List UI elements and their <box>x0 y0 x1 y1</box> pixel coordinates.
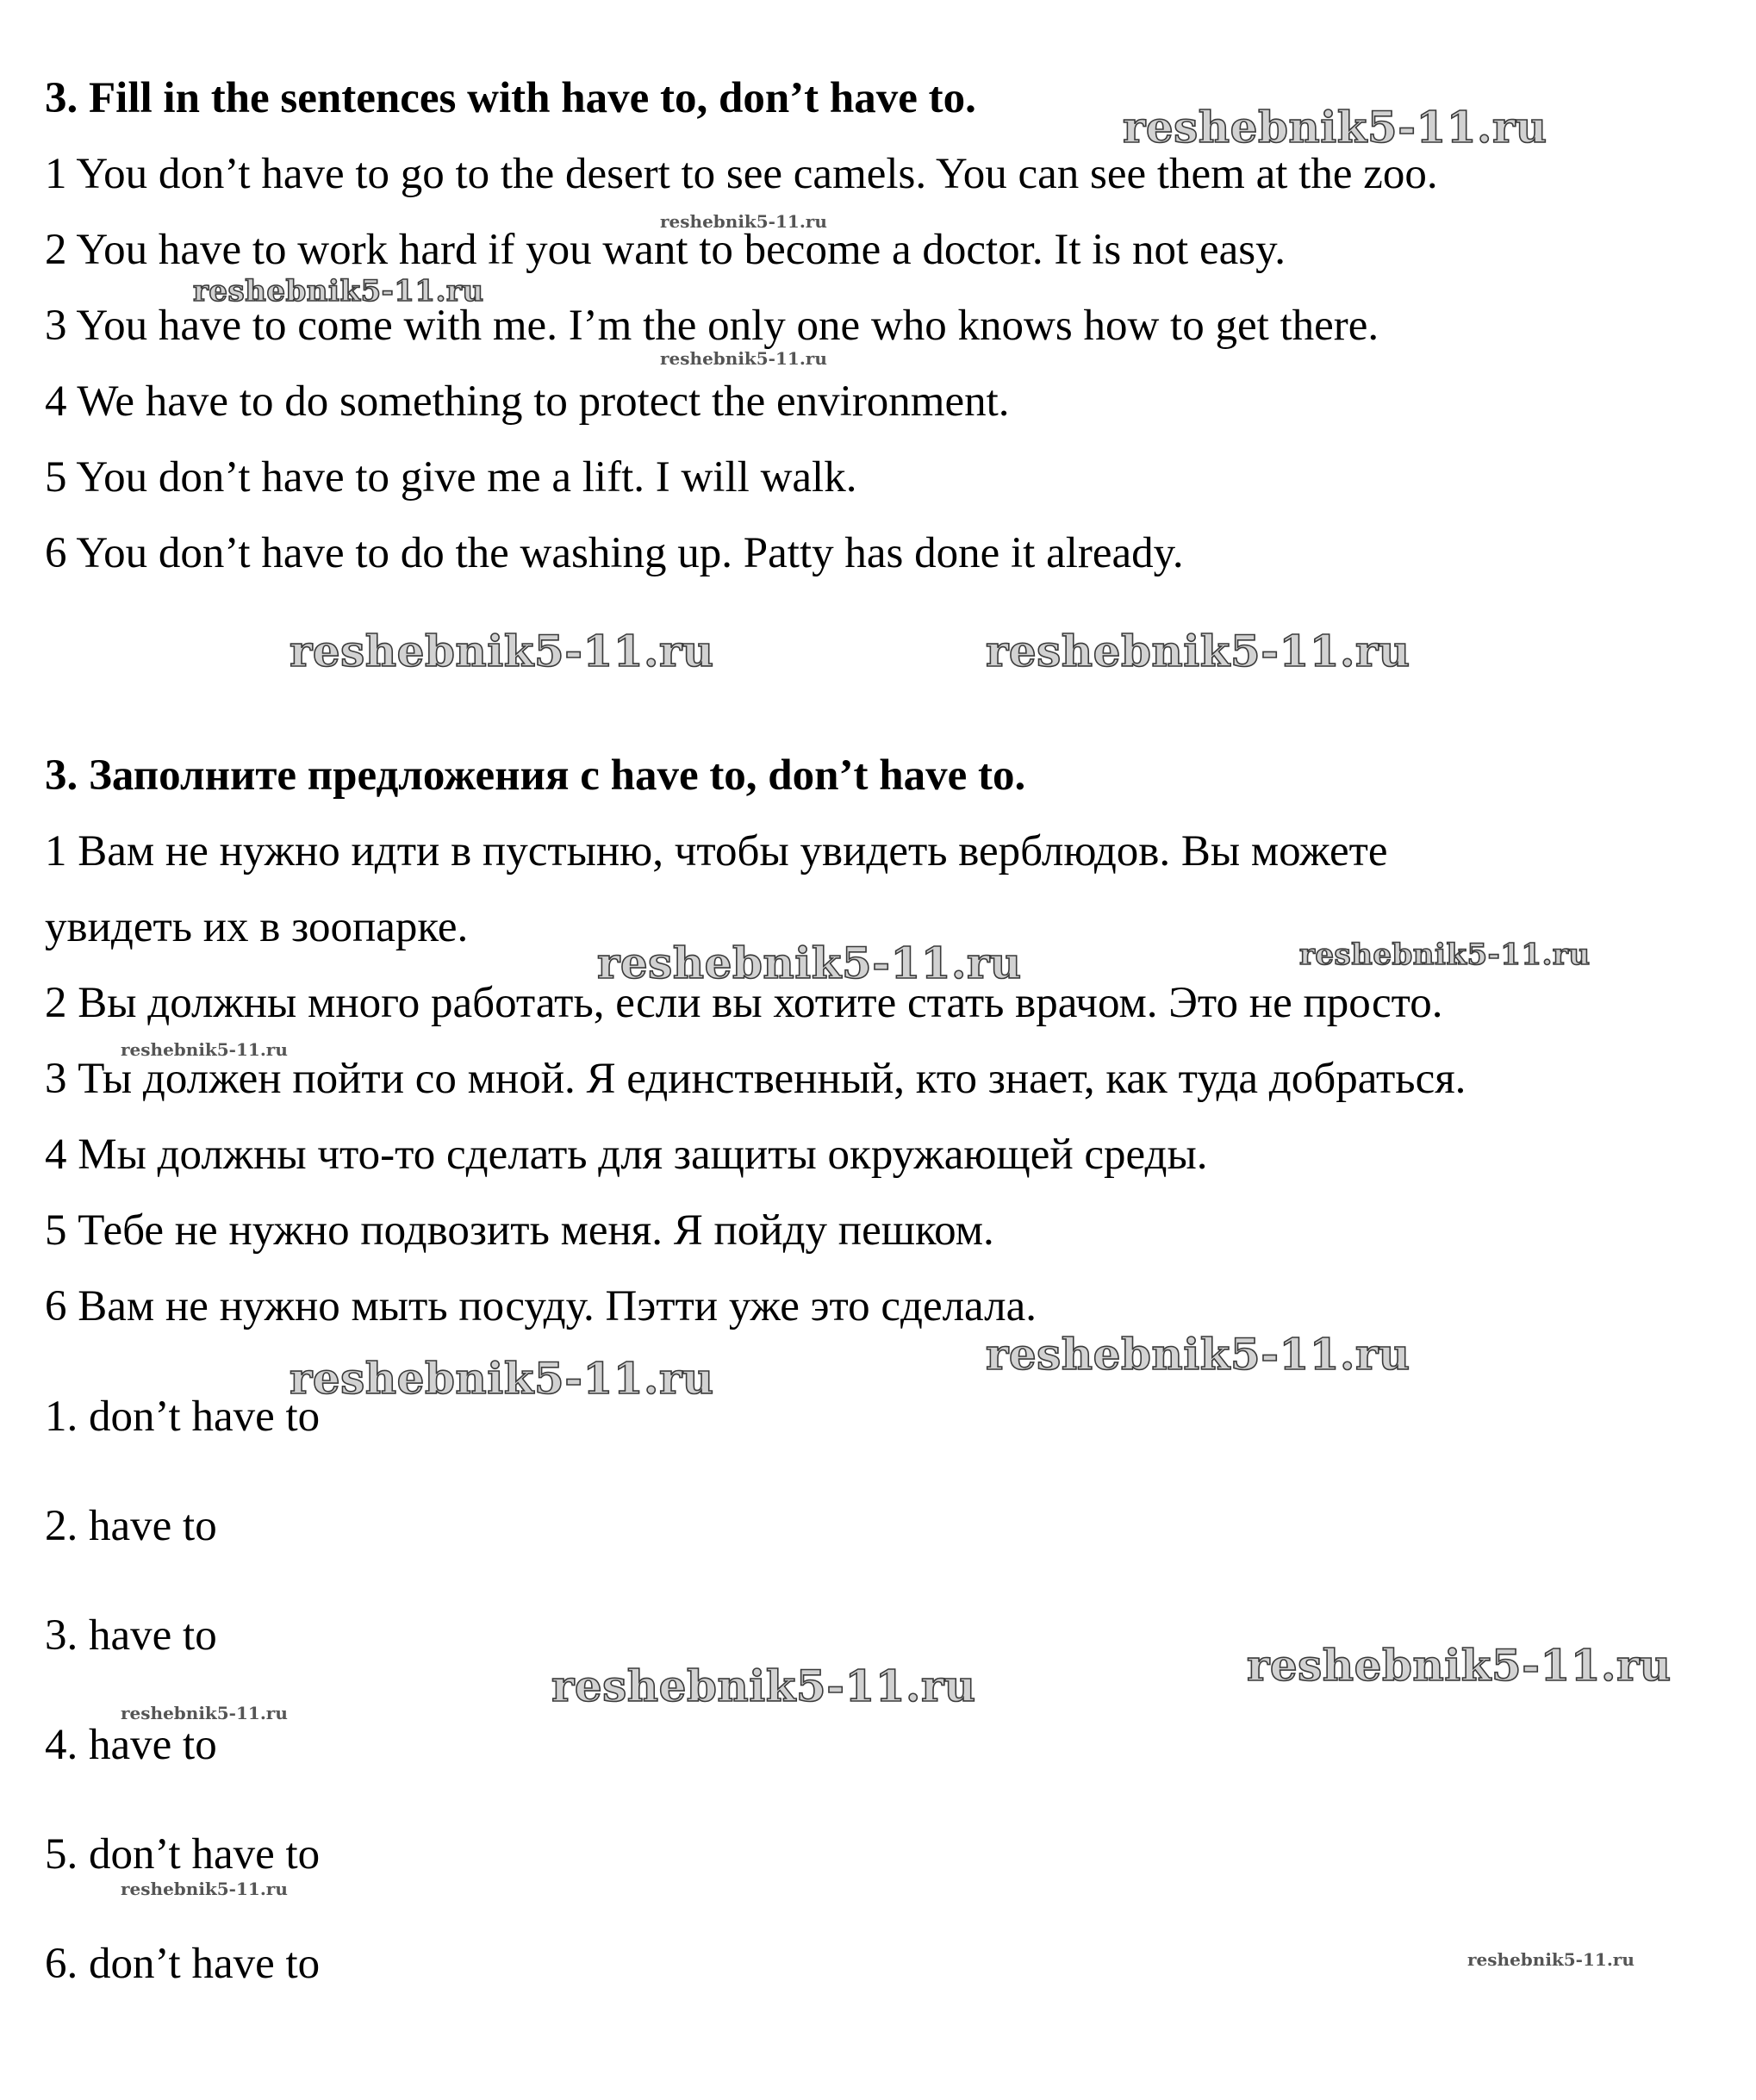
watermark: reshebnik5-11.ru <box>597 938 1022 988</box>
answer-4: 4. have to <box>45 1721 217 1769</box>
watermark: reshebnik5-11.ru <box>121 1879 288 1899</box>
russian-sentence-4: 4 Мы должны что-то сделать для защиты окружающей среды. <box>45 1131 1208 1179</box>
russian-heading: 3. Заполните предложения с have to, don’t have to. <box>45 751 1026 800</box>
russian-sentence-6: 6 Вам не нужно мыть посуду. Пэтти уже это сделала. <box>45 1282 1037 1330</box>
english-sentence-2: 2 You have to work hard if you want to become a doctor. It is not easy. <box>45 226 1286 274</box>
watermark: reshebnik5-11.ru <box>121 1703 288 1723</box>
watermark: reshebnik5-11.ru <box>290 626 714 676</box>
english-sentence-6: 6 You don’t have to do the washing up. Patty has done it already. <box>45 529 1184 577</box>
answer-3: 3. have to <box>45 1611 217 1660</box>
watermark: reshebnik5-11.ru <box>1467 1949 1635 1970</box>
watermark: reshebnik5-11.ru <box>1247 1640 1672 1691</box>
english-sentence-4: 4 We have to do something to protect the environment. <box>45 377 1010 426</box>
answer-5: 5. don’t have to <box>45 1830 321 1879</box>
russian-sentence-2: 2 Вы должны много работать, если вы хотите стать врачом. Это не просто. <box>45 979 1443 1027</box>
russian-sentence-5: 5 Тебе не нужно подвозить меня. Я пойду пешком. <box>45 1206 994 1255</box>
answer-2: 2. have to <box>45 1502 217 1550</box>
watermark: reshebnik5-11.ru <box>986 626 1410 676</box>
english-sentence-5: 5 You don’t have to give me a lift. I will walk. <box>45 453 857 502</box>
watermark: reshebnik5-11.ru <box>551 1661 976 1711</box>
watermark: reshebnik5-11.ru <box>290 1353 714 1404</box>
watermark: reshebnik5-11.ru <box>986 1329 1410 1380</box>
watermark: reshebnik5-11.ru <box>121 1039 288 1060</box>
answer-6: 6. don’t have to <box>45 1940 321 1988</box>
watermark: reshebnik5-11.ru <box>193 274 484 308</box>
russian-sentence-1a: 1 Вам не нужно идти в пустыню, чтобы увидеть верблюдов. Вы можете <box>45 827 1388 876</box>
english-heading: 3. Fill in the sentences with have to, don’t have to. <box>45 74 976 122</box>
watermark: reshebnik5-11.ru <box>1299 938 1591 972</box>
watermark: reshebnik5-11.ru <box>660 211 827 232</box>
watermark: reshebnik5-11.ru <box>1123 102 1547 153</box>
russian-sentence-3: 3 Ты должен пойти со мной. Я единственный, кто знает, как туда добраться. <box>45 1055 1466 1103</box>
russian-sentence-1b: увидеть их в зоопарке. <box>45 903 469 951</box>
watermark: reshebnik5-11.ru <box>660 348 827 369</box>
answer-1: 1. don’t have to <box>45 1393 321 1441</box>
english-sentence-3: 3 You have to come with me. I’m the only one who knows how to get there. <box>45 302 1379 350</box>
english-sentence-1: 1 You don’t have to go to the desert to see camels. You can see them at the zoo. <box>45 150 1438 198</box>
